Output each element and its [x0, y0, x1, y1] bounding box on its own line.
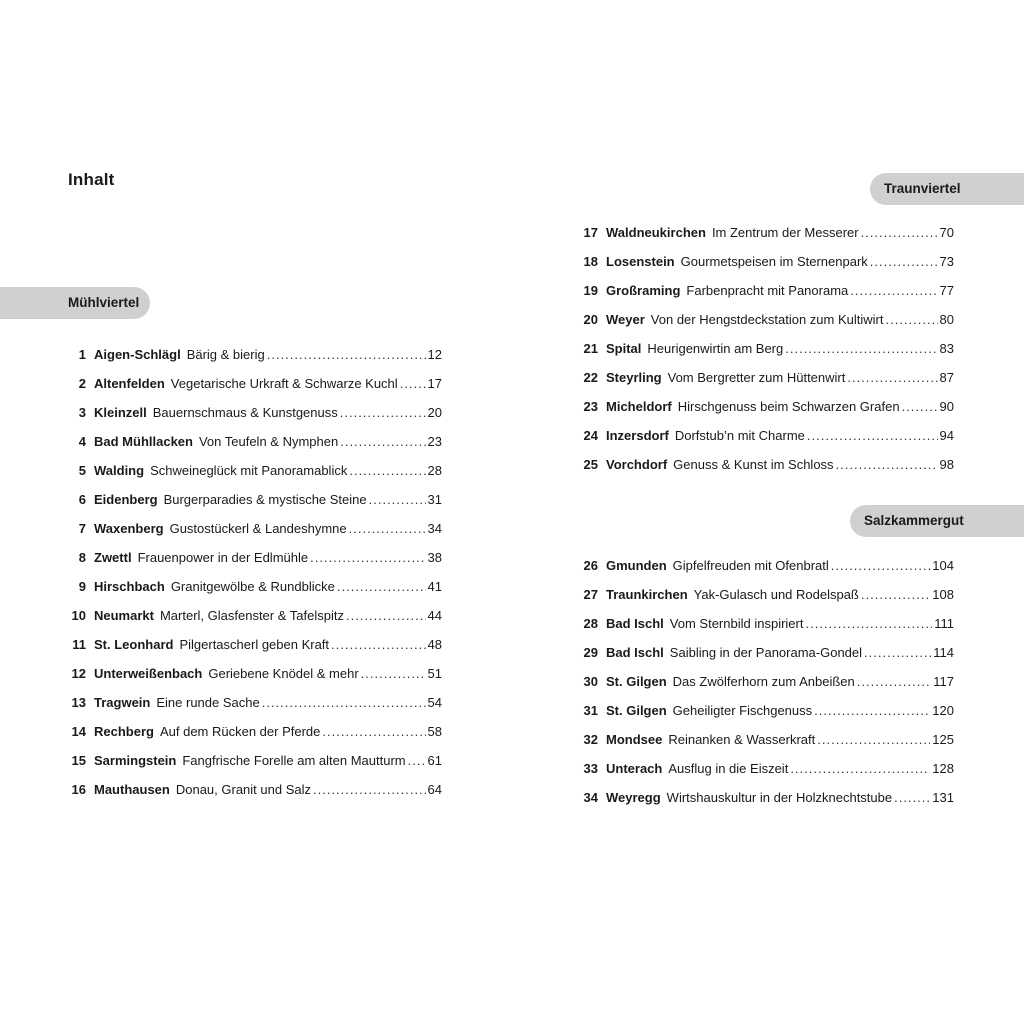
entry-page-number: 117 — [933, 674, 954, 689]
dot-leader — [805, 609, 932, 638]
dot-leader — [349, 514, 426, 543]
entry-description: Frauenpower in der Edlmühle — [137, 550, 309, 565]
entry-place: Vorchdorf — [606, 457, 668, 472]
dot-leader — [807, 421, 938, 450]
entry-page-number: 48 — [427, 637, 442, 652]
entry-number: 32 — [583, 732, 598, 747]
toc-entry[interactable] — [64, 485, 442, 514]
toc-entry[interactable] — [576, 696, 954, 725]
entry-description: Burgerparadies & mystische Steine — [163, 492, 367, 507]
entry-place: Micheldorf — [606, 399, 672, 414]
entry-page-number: 34 — [427, 521, 442, 536]
entry-description: Pilgertascherl geben Kraft — [179, 637, 330, 652]
page-title: Inhalt — [68, 170, 115, 189]
entry-number: 8 — [78, 550, 86, 565]
entry-description: Donau, Granit und Salz — [175, 782, 311, 797]
entry-number: 15 — [71, 753, 86, 768]
dot-leader — [817, 725, 930, 754]
entry-description: Genuss & Kunst im Schloss — [673, 457, 834, 472]
entry-place: Waldneukirchen — [606, 225, 706, 240]
entry-page-number: 64 — [427, 782, 442, 797]
entry-number: 17 — [583, 225, 598, 240]
entry-place: St. Gilgen — [606, 703, 667, 718]
entry-description: Reinanken & Wasserkraft — [668, 732, 816, 747]
entry-page-number: 17 — [427, 376, 442, 391]
entry-place: St. Gilgen — [606, 674, 667, 689]
section-tab-traunviertel: Traunviertel — [870, 173, 1024, 205]
entry-number: 33 — [583, 761, 598, 776]
entry-number: 3 — [78, 405, 86, 420]
entry-place: Inzersdorf — [606, 428, 669, 443]
entry-description: Granitgewölbe & Rundblicke — [170, 579, 335, 594]
entry-page-number: 28 — [427, 463, 442, 478]
entry-place: Bad Mühllacken — [94, 434, 193, 449]
entry-number: 4 — [78, 434, 86, 449]
entry-place: St. Leonhard — [94, 637, 174, 652]
entry-place: Bad Ischl — [606, 645, 664, 660]
dot-leader — [262, 688, 426, 717]
dot-leader — [331, 630, 425, 659]
entry-number: 23 — [583, 399, 598, 414]
entry-description: Yak-Gulasch und Rodelspaß — [693, 587, 859, 602]
entry-place: Unterach — [606, 761, 663, 776]
entry-description: Auf dem Rücken der Pferde — [159, 724, 321, 739]
entry-description: Heurigenwirtin am Berg — [647, 341, 784, 356]
entry-description: Bärig & bierig — [186, 347, 265, 362]
entry-description: Vom Bergretter zum Hüttenwirt — [667, 370, 846, 385]
dot-leader — [836, 450, 938, 479]
dot-leader — [408, 746, 426, 775]
toc-entry[interactable] — [576, 609, 954, 638]
entry-place: Kleinzell — [94, 405, 147, 420]
toc-entry[interactable] — [576, 218, 954, 247]
entry-number: 34 — [583, 790, 598, 805]
toc-entry[interactable] — [64, 456, 442, 485]
entry-description: Eine runde Sache — [156, 695, 260, 710]
toc-entry[interactable] — [64, 340, 442, 369]
entry-place: Unterweißenbach — [94, 666, 203, 681]
toc-entry[interactable] — [576, 392, 954, 421]
entry-number: 7 — [78, 521, 86, 536]
toc-entry[interactable] — [576, 247, 954, 276]
entry-place: Mondsee — [606, 732, 663, 747]
toc-entry[interactable] — [576, 667, 954, 696]
entry-description: Bauernschmaus & Kunstgenuss — [152, 405, 338, 420]
toc-entry[interactable] — [64, 543, 442, 572]
entry-page-number: 87 — [939, 370, 954, 385]
entry-description: Fangfrische Forelle am alten Mautturm — [182, 753, 406, 768]
toc-entry[interactable] — [576, 363, 954, 392]
entry-page-number: 111 — [934, 616, 954, 631]
entry-place: Tragwein — [94, 695, 151, 710]
entry-place: Losenstein — [606, 254, 675, 269]
entry-place: Weyregg — [606, 790, 661, 805]
entry-number: 2 — [78, 376, 86, 391]
dot-leader — [337, 572, 426, 601]
entry-description: Von der Hengstdeckstation zum Kultiwirt — [650, 312, 884, 327]
toc-entry[interactable] — [64, 630, 442, 659]
entry-number: 13 — [71, 695, 86, 710]
dot-leader — [349, 456, 425, 485]
entry-place: Spital — [606, 341, 642, 356]
entry-number: 20 — [583, 312, 598, 327]
entry-place: Walding — [94, 463, 145, 478]
entry-number: 12 — [71, 666, 86, 681]
entry-description: Gustostückerl & Landeshymne — [169, 521, 347, 536]
entry-page-number: 20 — [427, 405, 442, 420]
entry-page-number: 58 — [427, 724, 442, 739]
entry-description: Farbenpracht mit Panorama — [686, 283, 849, 298]
dot-leader — [310, 543, 425, 572]
entry-page-number: 12 — [427, 347, 442, 362]
entry-description: Von Teufeln & Nymphen — [198, 434, 339, 449]
toc-entry[interactable] — [576, 421, 954, 450]
entry-page-number: 23 — [427, 434, 442, 449]
dot-leader — [870, 247, 938, 276]
dot-leader — [894, 783, 930, 812]
dot-leader — [400, 369, 426, 398]
dot-leader — [864, 638, 931, 667]
entry-number: 1 — [78, 347, 86, 362]
dot-leader — [361, 659, 426, 688]
entry-place: Traunkirchen — [606, 587, 688, 602]
dot-leader — [267, 340, 426, 369]
entry-place: Großraming — [606, 283, 681, 298]
dot-leader — [814, 696, 930, 725]
dot-leader — [313, 775, 426, 804]
section-tab-salzkammergut: Salzkammergut — [850, 505, 1024, 537]
section-tab-muehlviertel: Mühlviertel — [0, 287, 150, 319]
dot-leader — [369, 485, 426, 514]
entry-description: Marterl, Glasfenster & Tafelspitz — [159, 608, 344, 623]
entry-place: Sarmingstein — [94, 753, 177, 768]
entry-place: Gmunden — [606, 558, 667, 573]
entry-description: Vom Sternbild inspiriert — [669, 616, 804, 631]
entry-page-number: 38 — [427, 550, 442, 565]
entry-page-number: 31 — [427, 492, 442, 507]
toc-entry[interactable] — [64, 427, 442, 456]
dot-leader — [831, 551, 931, 580]
toc-entry[interactable] — [64, 601, 442, 630]
toc-entry[interactable] — [64, 688, 442, 717]
toc-entry[interactable] — [576, 580, 954, 609]
entry-page-number: 61 — [427, 753, 442, 768]
entry-page-number: 77 — [939, 283, 954, 298]
entry-place: Eidenberg — [94, 492, 158, 507]
entry-description: Gipfelfreuden mit Ofenbratl — [672, 558, 829, 573]
toc-list-muehlviertel — [64, 340, 442, 804]
entry-number: 31 — [583, 703, 598, 718]
dot-leader — [346, 601, 426, 630]
entry-place: Mauthausen — [94, 782, 170, 797]
entry-page-number: 131 — [932, 790, 954, 805]
entry-number: 16 — [71, 782, 86, 797]
entry-place: Neumarkt — [94, 608, 154, 623]
entry-description: Vegetarische Urkraft & Schwarze Kuchl — [170, 376, 398, 391]
entry-page-number: 125 — [932, 732, 954, 747]
dot-leader — [847, 363, 937, 392]
toc-entry[interactable] — [64, 746, 442, 775]
entry-description: Dorfstub’n mit Charme — [674, 428, 805, 443]
toc-entry[interactable] — [576, 725, 954, 754]
toc-entry[interactable] — [64, 775, 442, 804]
entry-description: Gourmetspeisen im Sternenpark — [680, 254, 868, 269]
toc-entry[interactable] — [64, 659, 442, 688]
toc-entry[interactable] — [64, 369, 442, 398]
entry-page-number: 70 — [939, 225, 954, 240]
entry-page-number: 73 — [939, 254, 954, 269]
entry-number: 10 — [71, 608, 86, 623]
entry-number: 25 — [583, 457, 598, 472]
entry-place: Bad Ischl — [606, 616, 664, 631]
dot-leader — [785, 334, 937, 363]
entry-place: Weyer — [606, 312, 645, 327]
entry-page-number: 51 — [427, 666, 442, 681]
dot-leader — [340, 398, 426, 427]
entry-place: Rechberg — [94, 724, 154, 739]
toc-entry[interactable] — [576, 638, 954, 667]
dot-leader — [885, 305, 937, 334]
dot-leader — [322, 717, 425, 746]
entry-place: Aigen-Schlägl — [94, 347, 181, 362]
entry-number: 29 — [583, 645, 598, 660]
entry-number: 30 — [583, 674, 598, 689]
entry-number: 6 — [78, 492, 86, 507]
dot-leader — [902, 392, 938, 421]
entry-description: Hirschgenuss beim Schwarzen Grafen — [677, 399, 900, 414]
entry-number: 11 — [72, 637, 86, 652]
toc-entry[interactable] — [576, 754, 954, 783]
entry-number: 26 — [583, 558, 598, 573]
entry-place: Waxenberg — [94, 521, 164, 536]
entry-description: Ausflug in die Eiszeit — [668, 761, 789, 776]
toc-entry[interactable] — [576, 783, 954, 812]
dot-leader — [861, 218, 938, 247]
toc-entry[interactable] — [576, 276, 954, 305]
entry-page-number: 83 — [939, 341, 954, 356]
entry-page-number: 44 — [427, 608, 442, 623]
entry-page-number: 80 — [939, 312, 954, 327]
dot-leader — [857, 667, 932, 696]
entry-description: Geriebene Knödel & mehr — [208, 666, 359, 681]
entry-page-number: 108 — [932, 587, 954, 602]
toc-list-traunviertel — [576, 218, 954, 479]
entry-number: 27 — [583, 587, 598, 602]
toc-entry[interactable] — [64, 398, 442, 427]
entry-description: Wirtshauskultur in der Holzknechtstube — [666, 790, 893, 805]
entry-place: Hirschbach — [94, 579, 165, 594]
entry-number: 5 — [78, 463, 86, 478]
entry-page-number: 94 — [939, 428, 954, 443]
toc-entry[interactable] — [576, 551, 954, 580]
entry-description: Geheiligter Fischgenuss — [672, 703, 813, 718]
entry-page-number: 120 — [932, 703, 954, 718]
entry-page-number: 114 — [933, 645, 954, 660]
entry-page-number: 128 — [932, 761, 954, 776]
entry-number: 28 — [583, 616, 598, 631]
entry-number: 21 — [583, 341, 598, 356]
toc-entry[interactable] — [576, 334, 954, 363]
entry-page-number: 98 — [939, 457, 954, 472]
toc-entry[interactable] — [576, 450, 954, 479]
entry-place: Altenfelden — [94, 376, 165, 391]
entry-description: Saibling in der Panorama-Gondel — [669, 645, 863, 660]
toc-entry[interactable] — [576, 305, 954, 334]
entry-page-number: 90 — [939, 399, 954, 414]
entry-number: 24 — [583, 428, 598, 443]
entry-description: Im Zentrum der Messerer — [711, 225, 859, 240]
entry-place: Steyrling — [606, 370, 662, 385]
dot-leader — [850, 276, 937, 305]
entry-number: 14 — [71, 724, 86, 739]
dot-leader — [340, 427, 425, 456]
dot-leader — [861, 580, 930, 609]
entry-page-number: 104 — [932, 558, 954, 573]
toc-list-salzkammergut — [576, 551, 954, 812]
toc-entry[interactable] — [64, 514, 442, 543]
entry-description: Schweineglück mit Panoramablick — [150, 463, 348, 478]
toc-entry[interactable] — [64, 717, 442, 746]
entry-description: Das Zwölferhorn zum Anbeißen — [672, 674, 855, 689]
dot-leader — [790, 754, 930, 783]
entry-number: 22 — [583, 370, 598, 385]
entry-place: Zwettl — [94, 550, 132, 565]
entry-number: 18 — [583, 254, 598, 269]
entry-number: 9 — [78, 579, 86, 594]
entry-number: 19 — [583, 283, 598, 298]
entry-page-number: 54 — [427, 695, 442, 710]
entry-page-number: 41 — [427, 579, 442, 594]
toc-entry[interactable] — [64, 572, 442, 601]
